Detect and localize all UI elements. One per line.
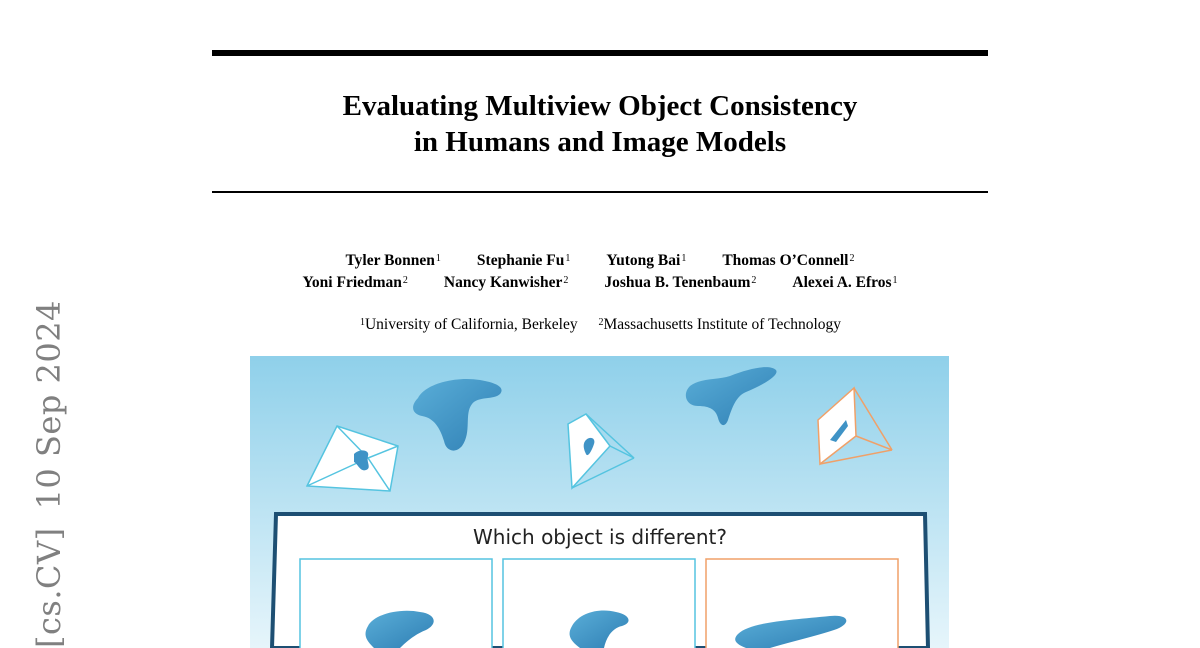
arxiv-sidebar-stamp: [30, 282, 68, 648]
title-line-1: Evaluating Multiview Object Consistency: [342, 90, 858, 122]
author: Nancy Kanwisher$^2$: [443, 274, 569, 291]
title-rule-top: [212, 50, 988, 56]
affiliation-item: $^1$University of California, Berkeley: [359, 316, 578, 333]
figure-question: Which object is different?: [473, 525, 727, 549]
title-rule-bottom: [212, 191, 988, 193]
author-row-2: [212, 272, 988, 294]
author: Joshua B. Tenenbaum$^2$: [604, 274, 757, 291]
arxiv-date: 10 Sep 2024: [30, 300, 68, 510]
author: Yutong Bai$^1$: [606, 252, 687, 269]
author-list: [212, 250, 988, 294]
teaser-figure: [250, 356, 949, 648]
arxiv-category: [cs.CV]: [30, 527, 68, 648]
author: Yoni Friedman$^2$: [302, 274, 408, 291]
title-line-2: in Humans and Image Models: [413, 126, 787, 158]
paper-title: [212, 88, 988, 160]
affiliation-item: $^2$Massachusetts Institute of Technology: [598, 316, 842, 333]
affiliations: [212, 315, 988, 335]
author-row-1: [212, 250, 988, 272]
author: Thomas O’Connell$^2$: [722, 252, 855, 269]
question-panel: [272, 514, 928, 648]
author: Alexei A. Efros$^1$: [792, 274, 898, 291]
teaser-figure-svg: [250, 356, 949, 648]
author: Stephanie Fu$^1$: [476, 252, 571, 269]
author: Tyler Bonnen$^1$: [345, 252, 441, 269]
